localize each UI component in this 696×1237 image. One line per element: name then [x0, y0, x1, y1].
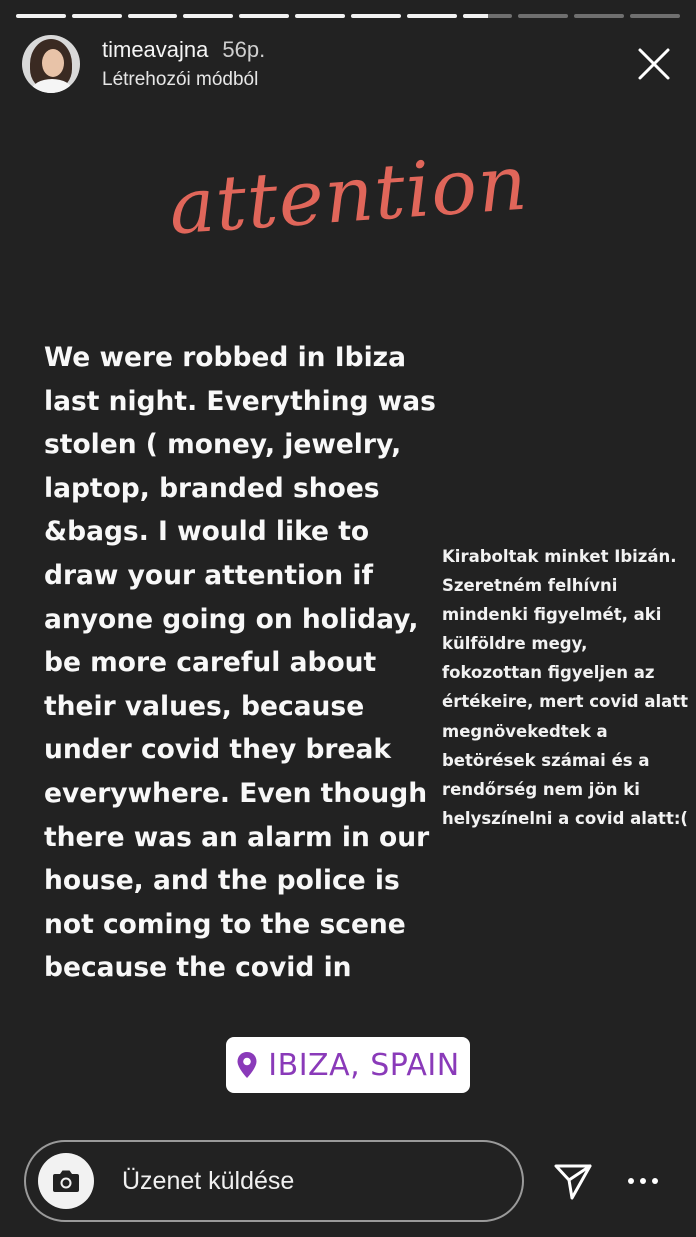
- more-icon: [625, 1176, 661, 1186]
- send-button[interactable]: [552, 1160, 594, 1202]
- progress-segment-fill: [463, 14, 488, 18]
- progress-segment: [630, 14, 680, 18]
- attention-title: attention: [165, 137, 531, 252]
- progress-segment: [16, 14, 66, 18]
- progress-segment-fill: [128, 14, 178, 18]
- progress-segment-fill: [183, 14, 233, 18]
- username[interactable]: timeavajna: [102, 37, 209, 62]
- location-label: IBIZA, SPAIN: [268, 1047, 460, 1083]
- progress-segment: [518, 14, 568, 18]
- progress-segment: [295, 14, 345, 18]
- progress-segment-fill: [407, 14, 457, 18]
- more-button[interactable]: [622, 1160, 664, 1202]
- progress-segment: [72, 14, 122, 18]
- progress-segment-fill: [239, 14, 289, 18]
- story-main-text: We were robbed in Ibiza last night. Everything was stolen ( money, jewelry, laptop, branded shoes &bags. I would like to draw your attention if anyone going on holiday, be more careful about their values, because under covid they break everywhere. Even though there was an alarm in our house, and the police is not coming to the scene because the covid in: [44, 342, 436, 984]
- story-header: [22, 32, 674, 96]
- progress-segment: [183, 14, 233, 18]
- progress-segment: [351, 14, 401, 18]
- location-pin-icon: [236, 1051, 258, 1079]
- story-progress-bar: [16, 14, 680, 18]
- avatar[interactable]: [22, 35, 80, 93]
- close-button[interactable]: [634, 44, 674, 84]
- user-info: [102, 37, 265, 91]
- message-placeholder: Üzenet küldése: [122, 1166, 295, 1195]
- story-side-text: Kiraboltak minket Ibizán. Szeretném felhívni mindenki figyelmét, aki külföldre megy, fokozottan figyeljen az értékeire, mert covid alatt megnövekedtek a betörések számai és a rendőrség nem jön ki helyszínelni a covid alatt:(: [442, 547, 689, 828]
- message-input[interactable]: [24, 1140, 524, 1222]
- close-icon: [634, 44, 674, 84]
- progress-segment-fill: [72, 14, 122, 18]
- camera-button[interactable]: [38, 1153, 94, 1209]
- camera-icon: [51, 1168, 81, 1194]
- progress-segment-fill: [351, 14, 401, 18]
- progress-segment: [463, 14, 513, 18]
- send-icon: [552, 1160, 594, 1202]
- progress-segment-fill: [16, 14, 66, 18]
- creator-mode-subtitle: Létrehozói módból: [102, 69, 259, 90]
- time-ago: 56p.: [222, 37, 266, 62]
- location-sticker[interactable]: [226, 1037, 470, 1093]
- story-footer: [24, 1140, 672, 1224]
- progress-segment: [574, 14, 624, 18]
- progress-segment: [128, 14, 178, 18]
- progress-segment: [239, 14, 289, 18]
- progress-segment-fill: [295, 14, 345, 18]
- progress-segment: [407, 14, 457, 18]
- attention-sticker: [0, 137, 696, 252]
